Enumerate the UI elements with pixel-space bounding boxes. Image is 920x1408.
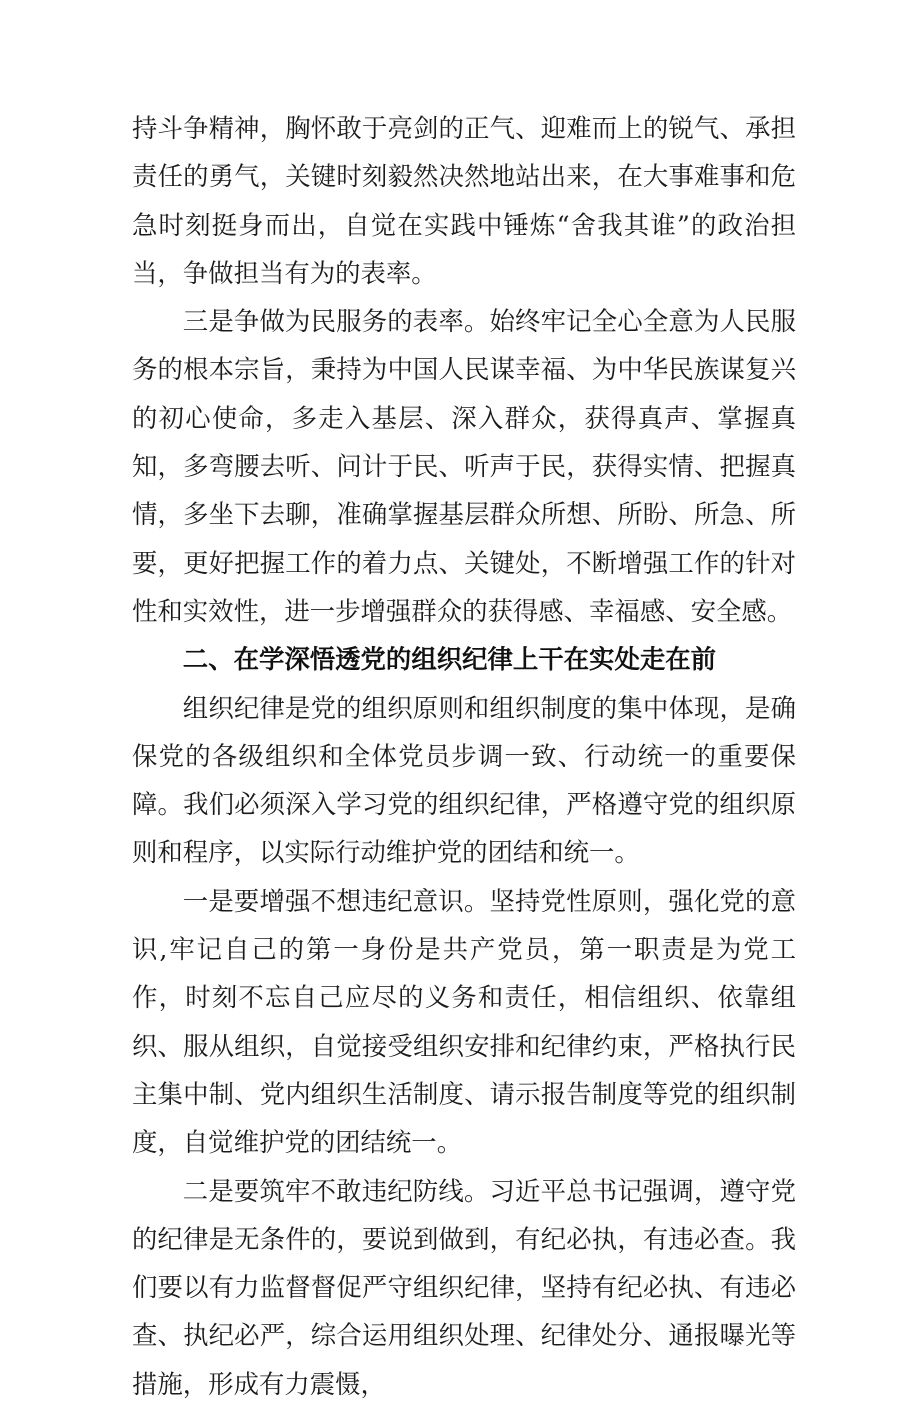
paragraph-point-one: 一是要增强不想违纪意识。坚持党性原则，强化党的意识,牢记自己的第一身份是共产党员，第一职责是为党工作，时刻不忘自己应尽的义务和责任，相信组织、依靠组织、服从组织，自觉接受组织安排和纪律约束，严格执行民主集中制、党内组织生活制度、请示报告制度等党的组织制度，自觉维护党的团结统一。 [132, 885, 796, 1158]
paragraph-serve-people: 三是争做为民服务的表率。始终牢记全心全意为人民服务的根本宗旨，秉持为中国人民谋幸福、为中华民族谋复兴的初心使命，多走入基层、深入群众，获得真声、掌握真知，多弯腰去听、问计于民、听声于民，获得实情、把握真情，多坐下去聊，准确掌握基层群众所想、所盼、所急、所要，更好把握工作的着力点、关键处，不断增强工作的针对性和实效性，进一步增强群众的获得感、幸福感、安全感。 [132, 306, 796, 626]
document-body [132, 104, 796, 1408]
paragraph-point-two: 二是要筑牢不敢违纪防线。习近平总书记强调，遵守党的纪律是无条件的，要说到做到，有纪必执，有违必查。我们要以有力监督督促严守组织纪律，坚持有纪必执、有违必查、执纪必严，综合运用组织处理、纪律处分、通报曝光等措施，形成有力震慑， [132, 1175, 796, 1399]
paragraph-organization-discipline: 组织纪律是党的组织原则和组织制度的集中体现，是确保党的各级组织和全体党员步调一致、行动统一的重要保障。我们必须深入学习党的组织纪律，严格遵守党的组织原则和程序，以实际行动维护党的团结和统一。 [132, 692, 796, 868]
section-heading: 二、在学深悟透党的组织纪律上干在实处走在前 [182, 644, 716, 675]
paragraph-continued: 持斗争精神，胸怀敢于亮剑的正气、迎难而上的锐气、承担责任的勇气，关键时刻毅然决然地站出来，在大事难事和危急时刻挺身而出，自觉在实践中锤炼“舍我其谁”的政治担当，争做担当有为的表率。 [132, 113, 796, 288]
